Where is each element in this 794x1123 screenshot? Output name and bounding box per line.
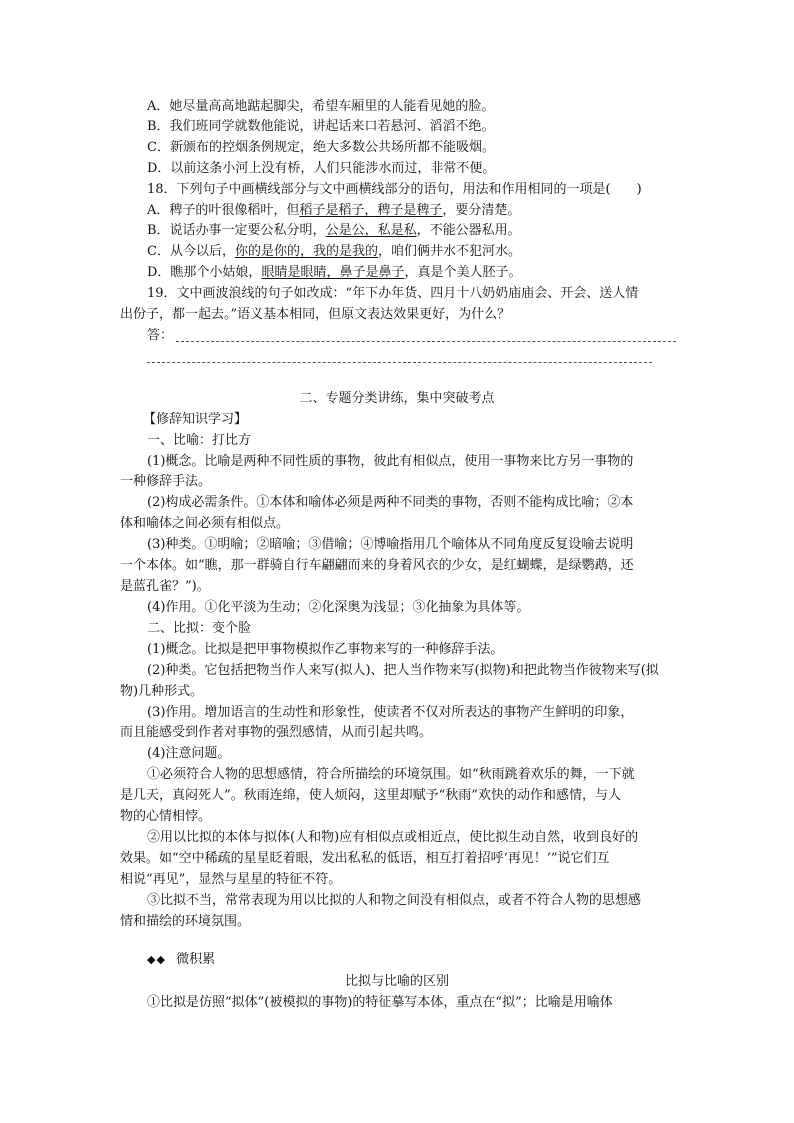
micro-heading: 微积累 xyxy=(176,952,216,967)
q18-stem: 18．下列句子中画横线部分与文中画横线部分的语句，用法和作用相同的一项是( ) xyxy=(147,182,642,197)
q19-line-2: 出份子，都一起去。”语义基本相同，但原文表达效果更好，为什么？ xyxy=(120,307,511,322)
note-3-line1: ③比拟不当，常常表现为用以比拟的人和物之间没有相似点，或者不符合人物的思想感 xyxy=(147,893,642,908)
micro-title: 比拟与比喻的区别 xyxy=(344,974,449,989)
q18-d-underlined: 眼睛是眼睛，鼻子是鼻子 xyxy=(261,265,405,280)
simile-p3-line1: (3)种类。①明喻；②暗喻；③借喻；④博喻指用几个喻体从不同角度反复设喻去说明 xyxy=(147,537,634,552)
q18-b-post: ，不能公器私用。 xyxy=(416,223,521,238)
q18-d-pre: D．瞧那个小姑娘， xyxy=(147,265,262,280)
option-b: B．我们班同学就数他能说，讲起话来口若悬河、滔滔不绝。 xyxy=(147,119,495,134)
answer-line-1 xyxy=(176,341,676,342)
note-2-line3: 相说“再见”，显然与星星的特征不符。 xyxy=(120,872,342,887)
personification-p2-line1: (2)种类。它包括把物当作人来写(拟人)、把人当作物来写(拟物)和把此物当作彼物来写(拟 xyxy=(147,663,659,678)
q18-option-b xyxy=(147,221,674,241)
simile-p2-line1: (2)构成必需条件。①本体和喻体必须是两种不同类的事物，否则不能构成比喻；②本 xyxy=(147,495,634,510)
simile-p1-line2: 一种修辞手法。 xyxy=(120,474,212,489)
note-3-line2: 情和描绘的环境氛围。 xyxy=(120,914,251,929)
personification-heading: 二、比拟：变个脸 xyxy=(147,621,252,636)
note-2-line1: ②用以比拟的本体与拟体(人和物)应有相似点或相近点，使比拟生动自然，收到良好的 xyxy=(147,830,639,845)
simile-p4: (4)作用。①化平淡为生动；②化深奥为浅显；③化抽象为具体等。 xyxy=(147,600,530,615)
diamond-icon: ◆◆ xyxy=(147,953,166,966)
option-a: A．她尽量高高地踮起脚尖，希望车厢里的人能看见她的脸。 xyxy=(147,99,495,114)
personification-p3-line1: (3)作用。增加语言的生动性和形象性，使读者不仅对所表达的事物产生鲜明的印象， xyxy=(147,705,634,720)
q18-c-pre: C．从今以后， xyxy=(147,244,235,259)
note-1-line1: ①必须符合人物的思想感情，符合所描绘的环境氛围。如“秋雨跳着欢乐的舞，一下就 xyxy=(147,767,635,782)
note-2-line2: 效果。如“空中稀疏的星星眨着眼，发出私私的低语，相互打着招呼‘再见！’”说它们互 xyxy=(120,851,610,866)
q18-option-a xyxy=(147,201,674,221)
micro-p1: ①比拟是仿照“拟体”(被模拟的事物)的特征摹写本体，重点在“拟”；比喻是用喻体 xyxy=(147,995,613,1010)
q18-b-pre: B．说话办事一定要公私分明， xyxy=(147,223,326,238)
q18-d-post: ，真是个美人胚子。 xyxy=(404,265,522,280)
simile-p2-line2: 体和喻体之间必须有相似点。 xyxy=(120,516,290,531)
q19-answer-label: 答： xyxy=(147,328,174,343)
answer-line-2 xyxy=(147,362,652,363)
q18-c-post: ，咱们俩井水不犯河水。 xyxy=(377,244,521,259)
personification-p1: (1)概念。比拟是把甲事物模拟作乙事物来写的一种修辞手法。 xyxy=(147,642,504,657)
simile-heading: 一、比喻：打比方 xyxy=(147,433,252,448)
simile-p3-line3: 是蓝孔雀？”)。 xyxy=(120,579,210,594)
note-1-line2: 是几天，真闷死人”。秋雨连绵，使人烦闷，这里却赋予“秋雨”欢快的动作和感情，与人 xyxy=(120,788,621,803)
q18-a-pre: A．稗子的叶很像稻叶，但 xyxy=(147,203,300,218)
q18-c-underlined: 你的是你的，我的是我的 xyxy=(234,244,378,259)
q18-a-underlined: 稻子是稻子，稗子是稗子 xyxy=(299,203,443,218)
personification-p4: (4)注意问题。 xyxy=(147,746,231,761)
option-c: C．新颁布的控烟条例规定，绝大多数公共场所都不能吸烟。 xyxy=(147,140,495,155)
q19-line-1: 19．文中画波浪线的句子如改成：“年下办年货、四月十八奶奶庙庙会、开会、送人情 xyxy=(147,286,639,301)
personification-p2-line2: 物)几种形式。 xyxy=(120,684,204,699)
q18-b-underlined: 公是公，私是私 xyxy=(325,223,417,238)
personification-p3-line2: 而且能感受到作者对事物的强烈感情，从而引起共鸣。 xyxy=(120,725,433,740)
study-heading: 【修辞知识学习】 xyxy=(143,412,248,427)
q18-a-post: ，要分清楚。 xyxy=(442,203,521,218)
q18-option-d xyxy=(147,263,674,283)
q18-option-c xyxy=(147,242,674,262)
simile-p1-line1: (1)概念。比喻是两种不同性质的事物，彼此有相似点，使用一事物来比方另一事物的 xyxy=(147,454,634,469)
micro-heading-row xyxy=(147,950,674,970)
section-title: 二、专题分类讲练，集中突破考点 xyxy=(299,391,495,406)
note-1-line3: 物的心情相悖。 xyxy=(120,809,212,824)
simile-p3-line2: 一个本体。如“瞧，那一群骑自行车翩翩而来的身着风衣的少女，是红蝴蝶，是绿鹦鹉，还 xyxy=(120,558,634,573)
option-d: D．以前这条小河上没有桥，人们只能涉水而过，非常不便。 xyxy=(147,161,496,176)
